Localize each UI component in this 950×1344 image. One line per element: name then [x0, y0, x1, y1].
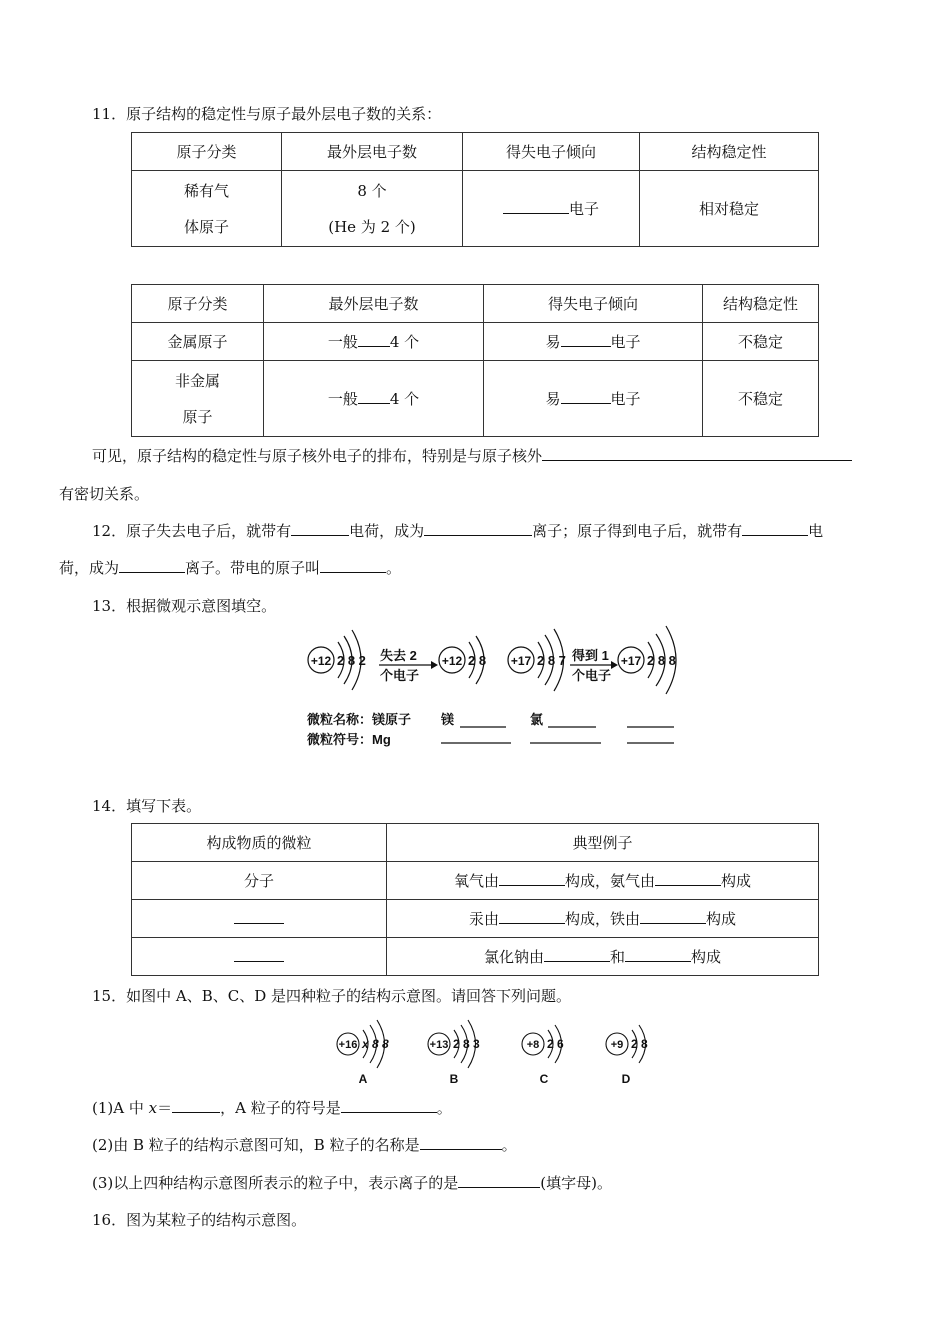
table2-row2-type: [132, 361, 264, 437]
count-prefix: 一般: [327, 389, 358, 408]
particle-symbol-label: 微粒符号：Mg: [307, 732, 391, 747]
table1-cell-stability: 相对稳定: [640, 171, 819, 247]
answer-blank[interactable]: [625, 947, 691, 962]
table2-row1-count: [264, 323, 484, 361]
q16-title: 16．图为某粒子的结构示意图。: [92, 1211, 307, 1229]
q14-row2-example: [387, 900, 819, 938]
electron-counts: 2 8 7: [537, 653, 566, 668]
example-text: 构成: [691, 947, 722, 966]
example-text: 构成: [706, 909, 737, 928]
q11-conclusion-line2: 有密切关系。: [59, 485, 150, 503]
q15-text: (填字母)。: [540, 1174, 612, 1192]
answer-blank[interactable]: [341, 1098, 437, 1113]
electron-counts: 2 6: [547, 1037, 564, 1051]
q12-text: 。: [386, 559, 402, 577]
q12-text: 电: [808, 522, 824, 540]
q15-text: (1)A 中: [92, 1099, 149, 1117]
table1-type-line2: 体原子: [183, 217, 229, 236]
answer-blank[interactable]: [320, 558, 386, 573]
q12-text: 12．原子失去电子后，就带有: [92, 522, 292, 540]
q15-text: ，A 粒子的符号是: [220, 1099, 341, 1117]
q15-text: (2)由 B 粒子的结构示意图可知，B 粒子的名称是: [92, 1136, 420, 1154]
table2-header-stability: 结构稳定性: [703, 285, 819, 323]
table2-row2-tendency: [484, 361, 703, 437]
example-text: 构成，氨气由: [564, 871, 655, 890]
arrowhead: [611, 661, 618, 669]
tend-suffix: 电子: [610, 332, 641, 351]
q15-title: 15．如图中 A、B、C、D 是四种粒子的结构示意图。请回答下列问题。: [92, 987, 571, 1005]
table2-row2-stability: 不稳定: [703, 361, 819, 437]
example-text: 构成，铁由: [564, 909, 640, 928]
particle-name-cl: 氯: [530, 712, 544, 727]
electron-counts: 2 8: [631, 1037, 648, 1051]
nucleus-charge: +9: [610, 1039, 624, 1051]
particle-name-mg: 镁: [441, 712, 455, 727]
electron-counts: 2 8: [468, 653, 487, 668]
count-suffix: 4 个: [389, 332, 420, 351]
nucleus-charge: +12: [310, 654, 332, 668]
q14-table: [131, 823, 819, 976]
answer-blank[interactable]: [655, 871, 721, 886]
table2-header-tendency: 得失电子倾向: [484, 285, 703, 323]
particle-label: D: [621, 1072, 631, 1086]
q14-row1-example: [387, 862, 819, 900]
answer-blank[interactable]: [503, 199, 569, 214]
answer-blank[interactable]: [420, 1135, 502, 1150]
q15-text: ＝: [157, 1099, 173, 1117]
table1-type-line1: 稀有气: [183, 181, 229, 200]
q12-text: 荷，成为: [59, 559, 120, 577]
q12-text: 离子；原子得到电子后，就带有: [532, 522, 743, 540]
table2-header-count: 最外层电子数: [264, 285, 484, 323]
q12-line1: [92, 521, 823, 541]
nucleus-charge: +12: [441, 654, 463, 668]
q14-row3-particle: [132, 938, 387, 976]
nucleus-charge: +17: [620, 654, 642, 668]
answer-blank[interactable]: [458, 1173, 540, 1188]
table1-header-type: 原子分类: [132, 133, 282, 171]
electron-counts: 2 8 2: [337, 653, 366, 668]
arrow-label-top: 得到 1: [572, 648, 609, 663]
answer-blank[interactable]: [640, 909, 706, 924]
q14-row3-example: [387, 938, 819, 976]
table2-row1-tendency: [484, 323, 703, 361]
answer-blank[interactable]: [542, 446, 852, 461]
answer-blank[interactable]: [119, 558, 185, 573]
table1-count-line1: 8 个: [357, 181, 387, 200]
table1-header-count: 最外层电子数: [282, 133, 463, 171]
answer-blank[interactable]: [499, 909, 565, 924]
q15-sub1: [92, 1098, 452, 1118]
nucleus-charge: +8: [526, 1039, 540, 1051]
q15-text: 。: [436, 1099, 452, 1117]
q11-conclusion-line1: [92, 446, 852, 466]
table2-row2-count: [264, 361, 484, 437]
answer-blank[interactable]: [561, 332, 611, 347]
answer-blank[interactable]: [358, 332, 390, 347]
arrow-label-bottom: 个电子: [380, 668, 420, 683]
table2-row1-type: 金属原子: [132, 323, 264, 361]
q11-table-noble: [131, 132, 819, 247]
example-text: 氧气由: [453, 871, 499, 890]
answer-blank[interactable]: [172, 1098, 220, 1113]
table2-row1-stability: 不稳定: [703, 323, 819, 361]
table1-tendency-text: 电子: [568, 199, 599, 218]
q13-ion-formation-diagram: [300, 620, 700, 750]
q14-header-example: 典型例子: [387, 824, 819, 862]
table1-cell-type: [132, 171, 282, 247]
answer-blank[interactable]: [358, 389, 390, 404]
particle-label: C: [539, 1072, 549, 1086]
q14-header-particle: 构成物质的微粒: [132, 824, 387, 862]
arrow-label-bottom: 个电子: [572, 668, 612, 683]
q14-row2-particle: [132, 900, 387, 938]
count-suffix: 4 个: [389, 389, 420, 408]
example-text: 氯化钠由: [483, 947, 544, 966]
example-text: 构成: [721, 871, 752, 890]
example-text: 和: [609, 947, 625, 966]
answer-blank[interactable]: [544, 947, 610, 962]
answer-blank[interactable]: [742, 521, 808, 536]
q14-title: 14．填写下表。: [92, 797, 202, 815]
q15-sub2: [92, 1135, 517, 1155]
tend-prefix: 易: [545, 332, 561, 351]
particle-label: A: [358, 1072, 368, 1086]
answer-blank[interactable]: [424, 521, 532, 536]
count-prefix: 一般: [327, 332, 358, 351]
electron-counts: 2 8 8: [647, 653, 676, 668]
table1-header-stability: 结构稳定性: [640, 133, 819, 171]
q12-line2: [59, 558, 401, 578]
q15-text: 。: [501, 1136, 517, 1154]
tend-prefix: 易: [545, 389, 561, 408]
electron-counts: 2 8 3: [453, 1037, 480, 1051]
nucleus-charge: +16: [338, 1039, 358, 1051]
q12-text: 离子。带电的原子叫: [185, 559, 321, 577]
type-line1: 非金属: [174, 371, 220, 390]
type-line2: 原子: [182, 407, 213, 426]
table2-header-type: 原子分类: [132, 285, 264, 323]
q15-sub3: [92, 1173, 612, 1193]
q12-text: 电荷，成为: [349, 522, 425, 540]
arrow-label-top: 失去 2: [380, 648, 417, 663]
answer-blank[interactable]: [499, 871, 565, 886]
tend-suffix: 电子: [610, 389, 641, 408]
table1-cell-tendency: [463, 171, 640, 247]
table1-cell-count: [282, 171, 463, 247]
arrowhead: [431, 661, 438, 669]
answer-blank[interactable]: [234, 947, 284, 962]
q13-title: 13．根据微观示意图填空。: [92, 597, 277, 615]
nucleus-charge: +17: [510, 654, 532, 668]
q11-title: 11．原子结构的稳定性与原子最外层电子数的关系：: [92, 105, 442, 123]
q11-table-metal: [131, 284, 819, 437]
table1-header-tendency: 得失电子倾向: [463, 133, 640, 171]
q15-variable-x: x: [148, 1099, 158, 1117]
answer-blank[interactable]: [291, 521, 349, 536]
electron-counts: x 8 8: [362, 1037, 389, 1051]
particle-name-label: 微粒名称：镁原子: [307, 712, 412, 727]
q15-text: (3)以上四种结构示意图所表示的粒子中，表示离子的是: [92, 1174, 459, 1192]
example-text: 汞由: [468, 909, 499, 928]
particle-label: B: [449, 1072, 459, 1086]
nucleus-charge: +13: [429, 1039, 449, 1051]
q15-particle-diagrams: [330, 1016, 670, 1086]
answer-blank[interactable]: [561, 389, 611, 404]
answer-blank[interactable]: [234, 909, 284, 924]
conclusion-text: 可见，原子结构的稳定性与原子核外电子的排布，特别是与原子核外: [92, 447, 543, 465]
table1-count-line2: (He 为 2 个): [328, 217, 416, 236]
q14-row1-particle: 分子: [132, 862, 387, 900]
